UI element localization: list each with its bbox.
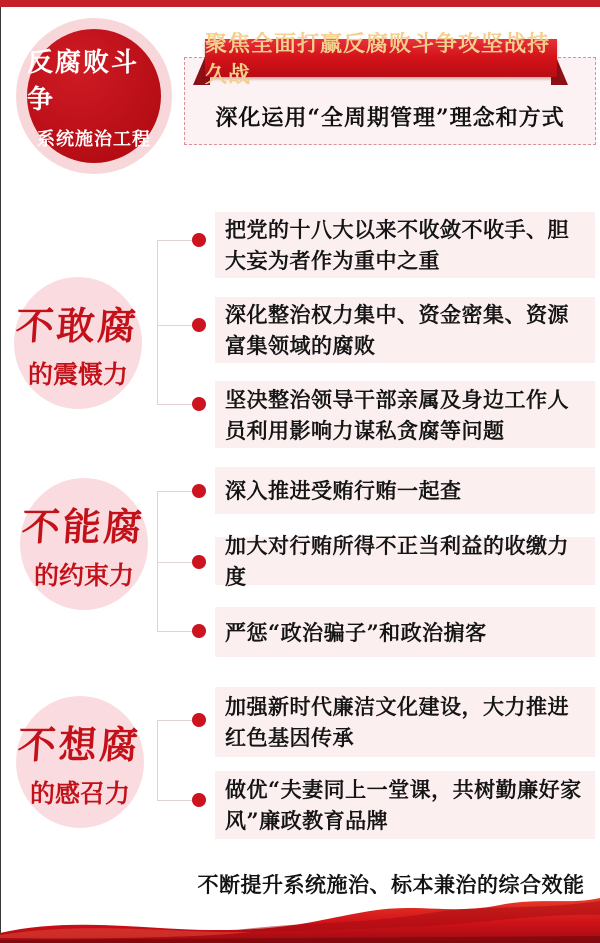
connector-line bbox=[157, 404, 193, 405]
section-circle-bugan-fu bbox=[14, 277, 142, 409]
list-item-text: 严惩“政治骗子”和政治掮客 bbox=[225, 619, 487, 645]
section-title: 不能腐 bbox=[20, 504, 147, 549]
connector-line bbox=[157, 562, 193, 563]
bullet-dot-icon bbox=[192, 233, 206, 247]
connector-line bbox=[157, 240, 158, 404]
connector-line bbox=[157, 720, 193, 721]
list-item bbox=[215, 533, 595, 589]
list-item bbox=[215, 297, 595, 363]
red-wave-decoration bbox=[0, 891, 600, 943]
list-item-text: 深入推进受贿行贿一起查 bbox=[225, 478, 462, 503]
bullet-dot-icon bbox=[192, 793, 206, 807]
bullet-dot-icon bbox=[192, 624, 206, 638]
section-subtitle: 的感召力 bbox=[29, 780, 130, 808]
bullet-dot-icon bbox=[192, 484, 206, 498]
intro-text: 深化运用“全周期管理”理念和方式 bbox=[215, 105, 565, 131]
list-item bbox=[215, 381, 595, 448]
badge-title: 反腐败斗争 bbox=[27, 47, 140, 115]
list-item bbox=[215, 212, 595, 278]
list-item-text: 深化整治权力集中、资金密集、资源富集领域的腐败 bbox=[225, 302, 569, 358]
list-item bbox=[215, 607, 595, 657]
bullet-dot-icon bbox=[192, 713, 206, 727]
connector-line bbox=[157, 720, 158, 800]
section-title: 不想腐 bbox=[16, 722, 143, 767]
list-item-text: 加大对行贿所得不正当利益的收缴力度 bbox=[225, 533, 569, 589]
connector-line bbox=[157, 491, 193, 492]
header-badge bbox=[16, 18, 172, 174]
top-bar bbox=[0, 0, 600, 7]
list-item-text: 加强新时代廉洁文化建设，大力推进红色基因传承 bbox=[225, 694, 569, 750]
section-circle-buxiang-fu bbox=[16, 696, 144, 828]
list-item-text: 坚决整治领导干部亲属及身边工作人员利用影响力谋私贪腐等问题 bbox=[225, 386, 569, 443]
connector-line bbox=[157, 240, 193, 241]
badge-subtitle: 系统施治工程 bbox=[37, 128, 151, 150]
connector-line bbox=[157, 800, 193, 801]
header-badge-core bbox=[27, 29, 161, 163]
section-circle-buneng-fu bbox=[20, 478, 148, 610]
summary-text: 不断提升系统施治、标本兼治的综合效能 bbox=[197, 872, 585, 897]
section-title: 不敢腐 bbox=[14, 303, 141, 348]
list-item bbox=[215, 687, 595, 757]
ribbon-banner-text: 聚焦全面打赢反腐败斗争攻坚战持久战 bbox=[205, 31, 551, 87]
connector-line bbox=[157, 631, 193, 632]
connector-line bbox=[157, 325, 193, 326]
ribbon-banner bbox=[205, 31, 557, 87]
list-item bbox=[215, 467, 595, 514]
bullet-dot-icon bbox=[192, 555, 206, 569]
list-item bbox=[215, 771, 595, 839]
list-item-text: 把党的十八大以来不收敛不收手、胆大妄为者作为重中之重 bbox=[225, 217, 569, 273]
bullet-dot-icon bbox=[192, 318, 206, 332]
connector-line bbox=[157, 491, 158, 631]
section-subtitle: 的约束力 bbox=[33, 562, 134, 590]
list-item-text: 做优“夫妻同上一堂课，共树勤廉好家风”廉政教育品牌 bbox=[225, 777, 582, 833]
bullet-dot-icon bbox=[192, 397, 206, 411]
section-subtitle: 的震慑力 bbox=[27, 361, 128, 389]
